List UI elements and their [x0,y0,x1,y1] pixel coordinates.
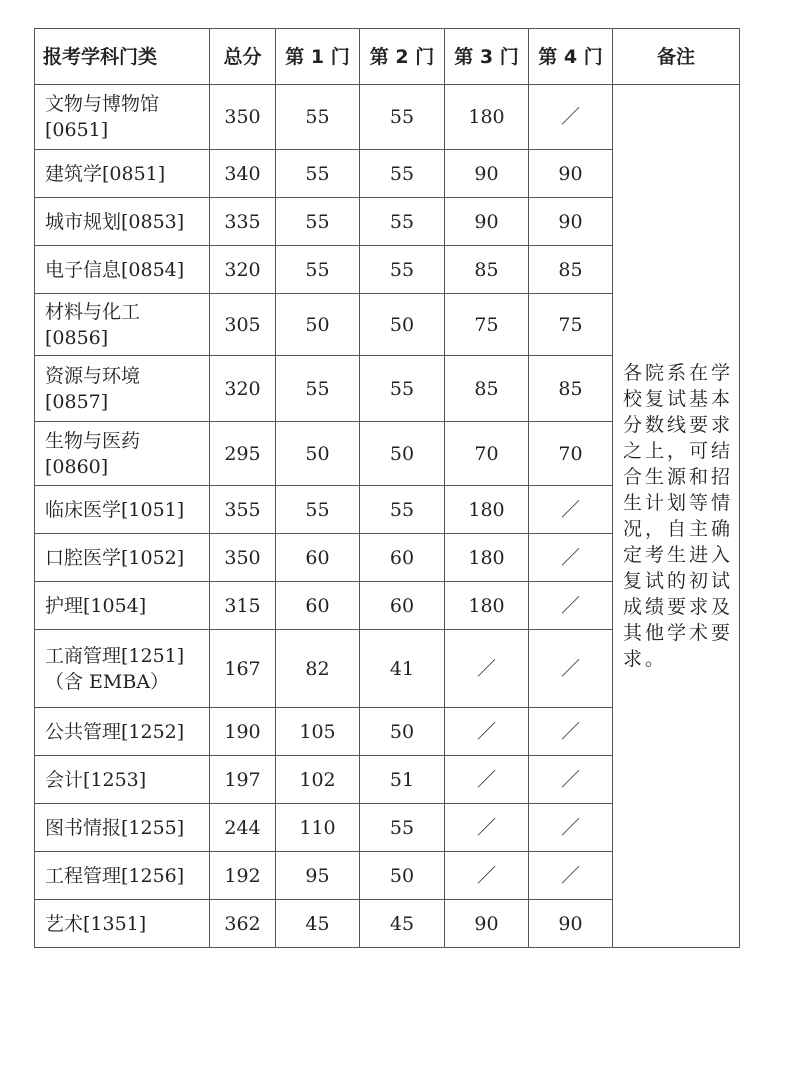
category-name: 口腔医学[1052] [45,546,185,569]
category-name: 资源与环境 [45,364,141,387]
subject-score-cell: 45 [360,900,445,948]
subject-score-cell: 180 [445,85,529,150]
category-code: [0856] [45,326,109,349]
category-cell [35,150,210,198]
subject-score-cell: 180 [445,582,529,630]
subject-score-cell: ／ [445,708,529,756]
header-remark: 备注 [613,29,740,85]
subject-score-cell: 45 [276,900,360,948]
subject-score-cell: ／ [529,756,613,804]
category-cell [35,246,210,294]
subject-score-cell: 60 [360,534,445,582]
remark-cell: 各院系在学校复试基本分数线要求之上，可结合生源和招生计划等情况，自主确定考生进入复试的初试成绩要求及其他学术要求。 [613,85,740,948]
category-code: [0651] [45,119,109,141]
subject-score-cell: 90 [445,198,529,246]
category-name: 建筑学[0851] [45,162,166,185]
header-row [35,29,740,85]
subject-score-cell: 55 [276,356,360,422]
total-score-cell: 190 [210,708,276,756]
subject-score-cell: 55 [360,85,445,150]
category-name: 护理[1054] [45,594,147,617]
total-score-cell: 197 [210,756,276,804]
subject-score-cell: ／ [529,486,613,534]
header-subject-4: 第 4 门 [529,29,613,85]
subject-score-cell: 50 [360,708,445,756]
subject-score-cell: 75 [529,294,613,356]
category-code: （含 EMBA） [45,670,170,693]
category-cell [35,900,210,948]
category-cell [35,356,210,422]
subject-score-cell: 60 [276,582,360,630]
subject-score-cell: 95 [276,852,360,900]
subject-score-cell: 110 [276,804,360,852]
category-cell [35,486,210,534]
subject-score-cell: 50 [276,294,360,356]
subject-score-cell: ／ [445,804,529,852]
subject-score-cell: 55 [360,198,445,246]
category-cell [35,756,210,804]
subject-score-cell: 55 [360,150,445,198]
category-name: 图书情报[1255] [45,816,185,839]
total-score-cell: 350 [210,85,276,150]
subject-score-cell: 90 [529,198,613,246]
category-code: [0860] [45,455,109,478]
subject-score-cell: 60 [360,582,445,630]
subject-score-cell: 50 [360,294,445,356]
header-category: 报考学科门类 [35,29,210,85]
subject-score-cell: 70 [445,422,529,486]
subject-score-cell: ／ [529,804,613,852]
total-score-cell: 244 [210,804,276,852]
category-name: 工商管理[1251] [45,644,185,667]
category-cell [35,198,210,246]
total-score-cell: 335 [210,198,276,246]
category-name: 临床医学[1051] [45,498,185,521]
category-code: [0857] [45,390,109,413]
subject-score-cell: ／ [445,630,529,708]
subject-score-cell: ／ [445,852,529,900]
subject-score-cell: 105 [276,708,360,756]
category-name: 文物与博物馆 [45,93,160,115]
subject-score-cell: 90 [445,150,529,198]
total-score-cell: 315 [210,582,276,630]
subject-score-cell: 60 [276,534,360,582]
total-score-cell: 305 [210,294,276,356]
subject-score-cell: ／ [529,630,613,708]
subject-score-cell: 180 [445,534,529,582]
subject-score-cell: 85 [445,246,529,294]
category-cell [35,534,210,582]
subject-score-cell: 55 [276,486,360,534]
header-subject-3: 第 3 门 [445,29,529,85]
category-cell [35,852,210,900]
subject-score-cell: 55 [276,150,360,198]
subject-score-cell: 90 [529,900,613,948]
total-score-cell: 340 [210,150,276,198]
subject-score-cell: 50 [360,852,445,900]
subject-score-cell: 55 [360,356,445,422]
category-cell [35,630,210,708]
subject-score-cell: 90 [445,900,529,948]
subject-score-cell: 55 [360,486,445,534]
subject-score-cell: 90 [529,150,613,198]
header-subject-2: 第 2 门 [360,29,445,85]
category-cell [35,804,210,852]
subject-score-cell: 50 [360,422,445,486]
subject-score-cell: ／ [529,85,613,150]
subject-score-cell: 85 [529,246,613,294]
category-name: 艺术[1351] [45,912,147,935]
subject-score-cell: ／ [529,534,613,582]
subject-score-cell: 85 [529,356,613,422]
total-score-cell: 355 [210,486,276,534]
subject-score-cell: 180 [445,486,529,534]
total-score-cell: 362 [210,900,276,948]
subject-score-cell: 85 [445,356,529,422]
subject-score-cell: ／ [529,582,613,630]
subject-score-cell: 55 [276,85,360,150]
subject-score-cell: 51 [360,756,445,804]
category-name: 城市规划[0853] [45,210,185,233]
category-cell [35,85,210,150]
subject-score-cell: 102 [276,756,360,804]
category-name: 公共管理[1252] [45,720,185,743]
subject-score-cell: 50 [276,422,360,486]
category-name: 工程管理[1256] [45,864,185,887]
total-score-cell: 320 [210,246,276,294]
total-score-cell: 192 [210,852,276,900]
subject-score-cell: 82 [276,630,360,708]
subject-score-cell: 55 [276,246,360,294]
category-cell [35,582,210,630]
subject-score-cell: 55 [360,804,445,852]
category-name: 电子信息[0854] [45,258,185,281]
subject-score-cell: ／ [529,852,613,900]
subject-score-cell: 70 [529,422,613,486]
total-score-cell: 167 [210,630,276,708]
subject-score-cell: 75 [445,294,529,356]
category-cell [35,708,210,756]
header-subject-1: 第 1 门 [276,29,360,85]
category-name: 生物与医药 [45,429,141,452]
total-score-cell: 295 [210,422,276,486]
subject-score-cell: 55 [360,246,445,294]
table-row [35,85,740,150]
header-total: 总分 [210,29,276,85]
subject-score-cell: ／ [529,708,613,756]
score-table [34,28,740,948]
total-score-cell: 350 [210,534,276,582]
total-score-cell: 320 [210,356,276,422]
category-cell [35,294,210,356]
category-cell [35,422,210,486]
subject-score-cell: ／ [445,756,529,804]
subject-score-cell: 41 [360,630,445,708]
category-name: 材料与化工 [45,300,141,323]
subject-score-cell: 55 [276,198,360,246]
category-name: 会计[1253] [45,768,147,791]
